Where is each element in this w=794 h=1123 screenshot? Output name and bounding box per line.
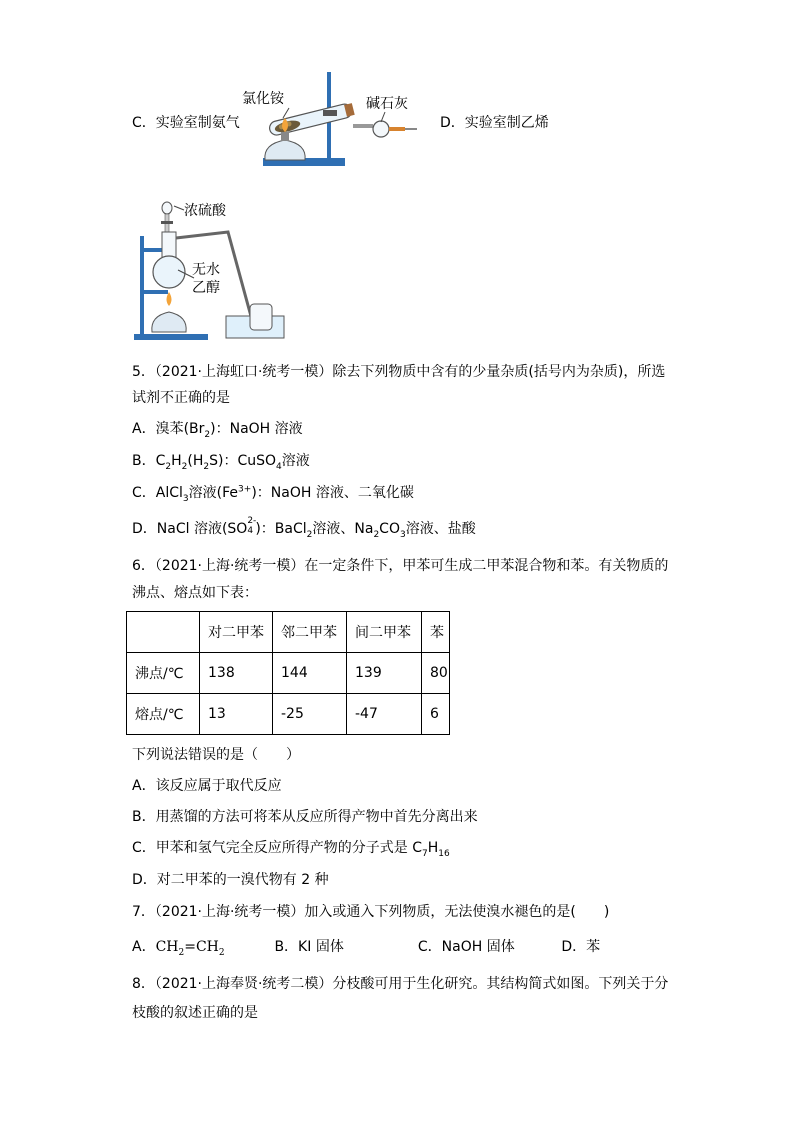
q7-option-a: A．$CH_2=CH_2$: [132, 939, 225, 958]
q6-stem-line-2: 沸点、熔点如下表：: [132, 585, 258, 601]
table-cell: -25: [273, 694, 347, 735]
q7-option-d: D．苯: [561, 939, 601, 955]
option-d: D．实验室制乙烯: [440, 115, 549, 131]
q5-stem-line-2: 试剂不正确的是: [132, 390, 230, 406]
table-cell: 沸点/℃: [127, 653, 200, 694]
fig-c-label-ammonium-chloride: 氯化铵: [242, 91, 284, 107]
table-header-row: [127, 612, 450, 653]
ammonia-apparatus-figure: [235, 66, 435, 170]
table-header-cell: 对二甲苯: [200, 612, 273, 653]
table-cell: 138: [200, 653, 273, 694]
table-row: [127, 694, 450, 735]
q5-stem-line-1: 5．（2021·上海虹口·统考一模）除去下列物质中含有的少量杂质(括号内为杂质)，所选: [132, 364, 666, 380]
table-cell: 13: [200, 694, 273, 735]
q6-option-b: B．用蒸馏的方法可将苯从反应所得产物中首先分离出来: [132, 809, 478, 825]
fig-d-label-ethanol: 乙醇: [192, 280, 220, 296]
table-cell: -47: [347, 694, 422, 735]
q8-stem-line-2: 枝酸的叙述正确的是: [132, 1005, 258, 1021]
q5-option-c: C．AlCl$_3$溶液$(Fe^{3+})$：NaOH 溶液、二氧化碳: [132, 484, 414, 504]
q5-option-a: A．溴苯$(Br_2)$：NaOH 溶液: [132, 421, 303, 440]
q7-option-c: C．NaOH 固体: [417, 939, 515, 955]
q6-option-d: D．对二甲苯的一溴代物有 2 种: [132, 872, 329, 888]
table-cell: 6: [422, 694, 450, 735]
table-header-cell: 苯: [422, 612, 450, 653]
table-header-cell: [127, 612, 200, 653]
q6-option-c: C．甲苯和氢气完全反应所得产物的分子式是 $C_7H_{16}$: [132, 840, 450, 859]
q7-stem: 7．（2021·上海·统考一模）加入或通入下列物质，无法使溴水褪色的是( ): [132, 904, 610, 920]
q7-options: [132, 937, 600, 957]
q5-option-b: B．$C_2H_2(H_2S)$：CuSO$_4$溶液: [132, 453, 310, 472]
q6-question: 下列说法错误的是（ ）: [132, 747, 300, 763]
option-c: C．实验室制氨气: [132, 115, 240, 131]
table-cell: 熔点/℃: [127, 694, 200, 735]
q6-option-a: A．该反应属于取代反应: [132, 778, 282, 794]
q7-option-b: B．KI 固体: [274, 939, 344, 955]
table-header-cell: 间二甲苯: [347, 612, 422, 653]
fig-d-label-anhydrous: 无水: [192, 262, 220, 278]
q6-stem-line-1: 6．（2021·上海·统考一模）在一定条件下，甲苯可生成二甲苯混合物和苯。有关物质的: [132, 558, 669, 574]
q5-option-d: D．NaCl 溶液(SO 2- 4 )：BaCl$_2$溶液、$Na_2CO_3$溶液、盐酸: [132, 516, 476, 540]
q8-stem-line-1: 8．（2021·上海奉贤·统考二模）分枝酸可用于生化研究。其结构简式如图。下列关于分: [132, 976, 669, 992]
table-cell: 139: [347, 653, 422, 694]
table-row: [127, 653, 450, 694]
fig-d-label-conc-sulfuric-acid: 浓硫酸: [184, 203, 226, 219]
table-cell: 144: [273, 653, 347, 694]
table-cell: 80: [422, 653, 450, 694]
fig-c-label-soda-lime: 碱石灰: [366, 96, 408, 112]
table-header-cell: 邻二甲苯: [273, 612, 347, 653]
q6-data-table: [126, 611, 450, 735]
